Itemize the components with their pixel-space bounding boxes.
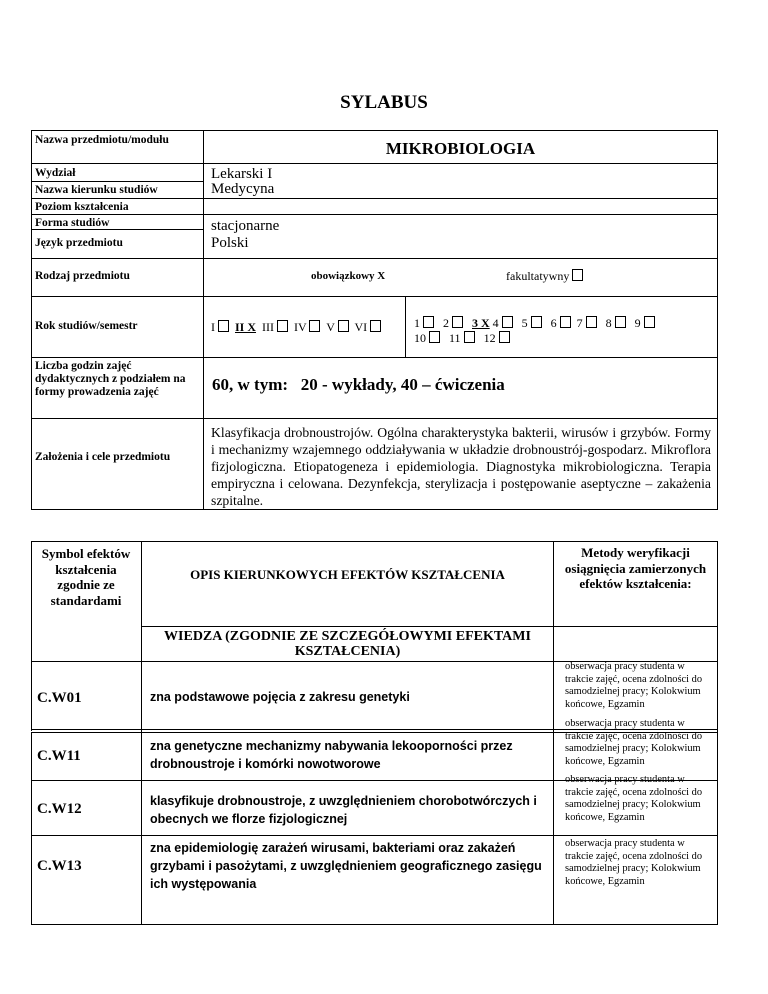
section-header-knowledge: WIEDZA (ZGODNIE ZE SZCZEGÓŁOWYMI EFEKTAMI KSZTAŁCENIA)	[164, 629, 531, 659]
outcome-description: zna epidemiologię zarażeń wirusami, bakteriami oraz zakażeń grzybami i pasożytami, z uwzględnieniem geograficznego zasięgu ich występowania	[150, 841, 542, 891]
form-label: Forma studiów	[35, 217, 110, 229]
outcome-method: obserwacja pracy studenta w trakcie zajęć, ocena zdolności do samodzielnej pracy; Kolokwium końcowe, Egzamin	[565, 774, 703, 823]
checkbox-icon	[338, 320, 349, 332]
type-mandatory: obowiązkowy X	[311, 270, 386, 282]
year-options: I II X III IV V VI	[211, 320, 381, 335]
faculty-label: Wydział	[35, 167, 76, 179]
type-label: Rodzaj przedmiotu	[35, 270, 130, 282]
outcome-code: C.W01	[37, 690, 82, 706]
outcome-description: klasyfikuje drobnoustroje, z uwzględnieniem chorobotwórczych i obecnych we florze fizjologicznej	[150, 794, 537, 826]
type-optional: fakultatywny	[506, 269, 583, 284]
checkbox-icon	[572, 269, 583, 281]
outcome-code: C.W11	[37, 748, 81, 764]
language-value: Polski	[211, 235, 249, 251]
checkbox-icon	[309, 320, 320, 332]
goals-text: Klasyfikacja drobnoustrojów. Ogólna charakterystyka bakterii, wirusów i grzybów. Formy i mechanizmy wzajemnego oddziaływania w układzie drobnoustrój-gospodarz. Mikroflora fizjologiczna. Etiopatogeneza i epidemiologia. Diagnostyka mikrobiologiczna. Terapia empiryczna i celowana. Dezynfekcja, sterylizacja i postępowanie aseptyczne – zakażenia szpitalne.	[211, 425, 711, 508]
outcome-method: obserwacja pracy studenta w trakcie zajęć, ocena zdolności do samodzielnej pracy; Kolokwium końcowe, Egzamin	[565, 718, 703, 767]
field-label: Nazwa kierunku studiów	[35, 184, 158, 196]
outcome-method: obserwacja pracy studenta w trakcie zajęć, ocena zdolności do samodzielnej pracy; Kolokwium końcowe, Egzamin	[565, 838, 703, 887]
outcome-description: zna podstawowe pojęcia z zakresu genetyki	[150, 690, 410, 704]
outcome-code: C.W13	[37, 858, 82, 874]
semester-options: 1 2 3 X 4 5 6 7 8 9 10 11 12	[414, 316, 655, 346]
form-value: stacjonarne	[211, 218, 280, 234]
year-label: Rok studiów/semestr	[35, 320, 138, 332]
column-header-description: OPIS KIERUNKOWYCH EFEKTÓW KSZTAŁCENIA	[190, 567, 505, 582]
outcome-code: C.W12	[37, 801, 82, 817]
hours-value: 60, w tym: 20 - wykłady, 40 – ćwiczenia	[212, 375, 505, 394]
checkbox-icon	[218, 320, 229, 332]
checkbox-icon	[277, 320, 288, 332]
page-title: SYLABUS	[340, 92, 428, 113]
outcome-method: obserwacja pracy studenta w trakcie zajęć, ocena zdolności do samodzielnej pracy; Kolokwium końcowe, Egzamin	[565, 661, 703, 710]
hours-label: Liczba godzin zajęć dydaktycznych z podziałem na formy prowadzenia zajęć	[35, 360, 186, 398]
level-label: Poziom kształcenia	[35, 201, 129, 213]
subject-label: Nazwa przedmiotu/modułu	[35, 134, 169, 146]
outcome-description: zna genetyczne mechanizmy nabywania lekooporności przez drobnoustroje i komórki nowotworowe	[150, 739, 513, 771]
subject-value: MIKROBIOLOGIA	[385, 139, 536, 158]
field-value: Medycyna	[211, 181, 275, 197]
column-header-symbol: Symbol efektów kształcenia zgodnie ze standardami	[41, 546, 131, 608]
goals-label: Założenia i cele przedmiotu	[35, 451, 171, 463]
checkbox-icon	[370, 320, 381, 332]
column-header-methods: Metody weryfikacji osiągnięcia zamierzonych efektów kształcenia:	[564, 545, 707, 591]
faculty-value: Lekarski I	[211, 166, 273, 182]
language-label: Język przedmiotu	[35, 237, 123, 249]
